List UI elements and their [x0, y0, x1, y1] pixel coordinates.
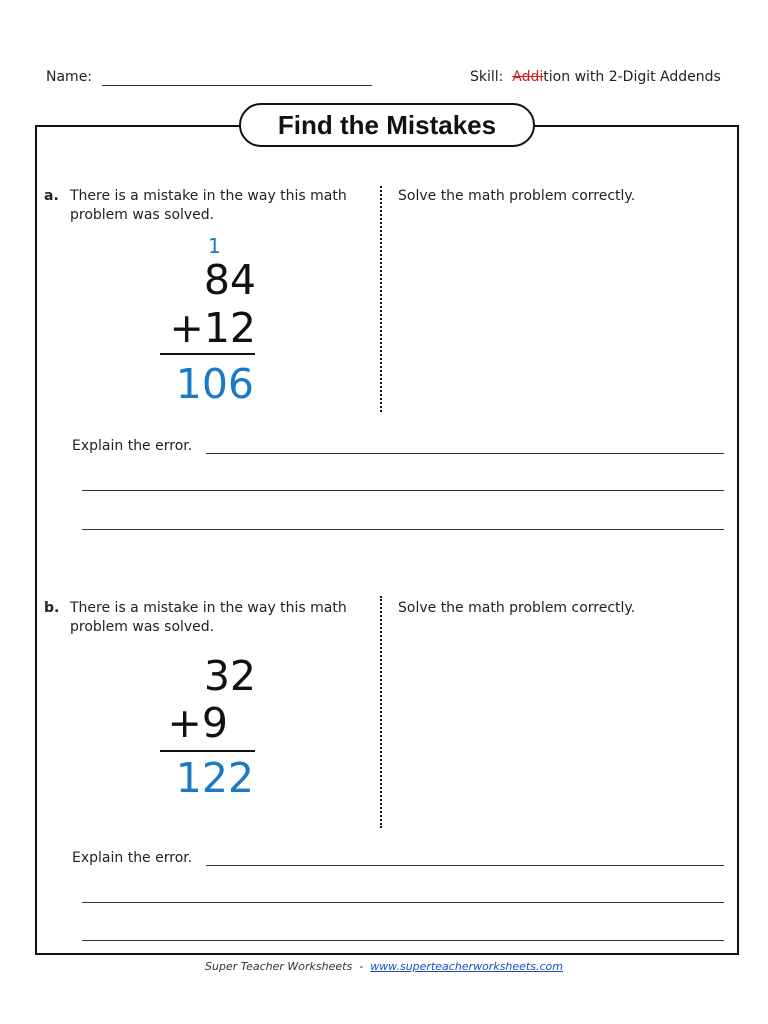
problem-b-answer: 122 — [175, 754, 254, 802]
problem-a-letter: a. — [44, 188, 59, 204]
name-blank-line[interactable] — [102, 85, 372, 86]
page-title: Find the Mistakes — [277, 109, 497, 140]
footer-link[interactable]: www.superteacherworksheets.com — [370, 960, 563, 973]
problem-b-divider — [380, 596, 382, 828]
skill-struck-text: Addi — [512, 69, 544, 85]
skill-rest-text: tion with 2-Digit Addends — [543, 69, 721, 85]
problem-a-sum-line — [160, 353, 255, 355]
title-banner — [239, 103, 535, 147]
problem-b-solve-prompt: Solve the math problem correctly. — [398, 600, 636, 616]
problem-a-answer-line-3[interactable] — [82, 529, 724, 530]
problem-b-answer-line-2[interactable] — [82, 902, 724, 903]
problem-a-solve-prompt: Solve the math problem correctly. — [398, 188, 636, 204]
worksheet-frame — [35, 125, 739, 955]
footer-brand: Super Teacher Worksheets — [205, 960, 353, 973]
footer-separator: - — [359, 960, 364, 973]
problem-a-answer-line-2[interactable] — [82, 490, 724, 491]
problem-a-answer: 106 — [175, 360, 254, 408]
problem-b-prompt: There is a mistake in the way this math problem was solved. — [70, 600, 347, 635]
problem-b-top-number: 32 — [203, 652, 256, 700]
problem-a-bottom-number: +12 — [169, 304, 256, 352]
problem-a-carry: 1 — [208, 234, 221, 258]
name-label: Name: — [46, 69, 93, 85]
problem-b-letter: b. — [44, 600, 60, 616]
problem-b-answer-line-3[interactable] — [82, 940, 724, 941]
problem-a-prompt: There is a mistake in the way this math problem was solved. — [70, 188, 347, 223]
footer — [0, 960, 768, 973]
problem-b-sum-line — [160, 750, 255, 752]
problem-a-answer-line-1[interactable] — [206, 453, 724, 454]
problem-b-explain-label: Explain the error. — [72, 850, 193, 866]
problem-a-divider — [380, 186, 382, 412]
problem-b-bottom-number: +9 — [167, 699, 228, 747]
problem-a-explain-label: Explain the error. — [72, 438, 193, 454]
skill-text — [470, 69, 721, 85]
problem-a-top-number: 84 — [203, 256, 256, 304]
problem-b-answer-line-1[interactable] — [206, 865, 724, 866]
skill-prefix: Skill: — [470, 69, 504, 85]
